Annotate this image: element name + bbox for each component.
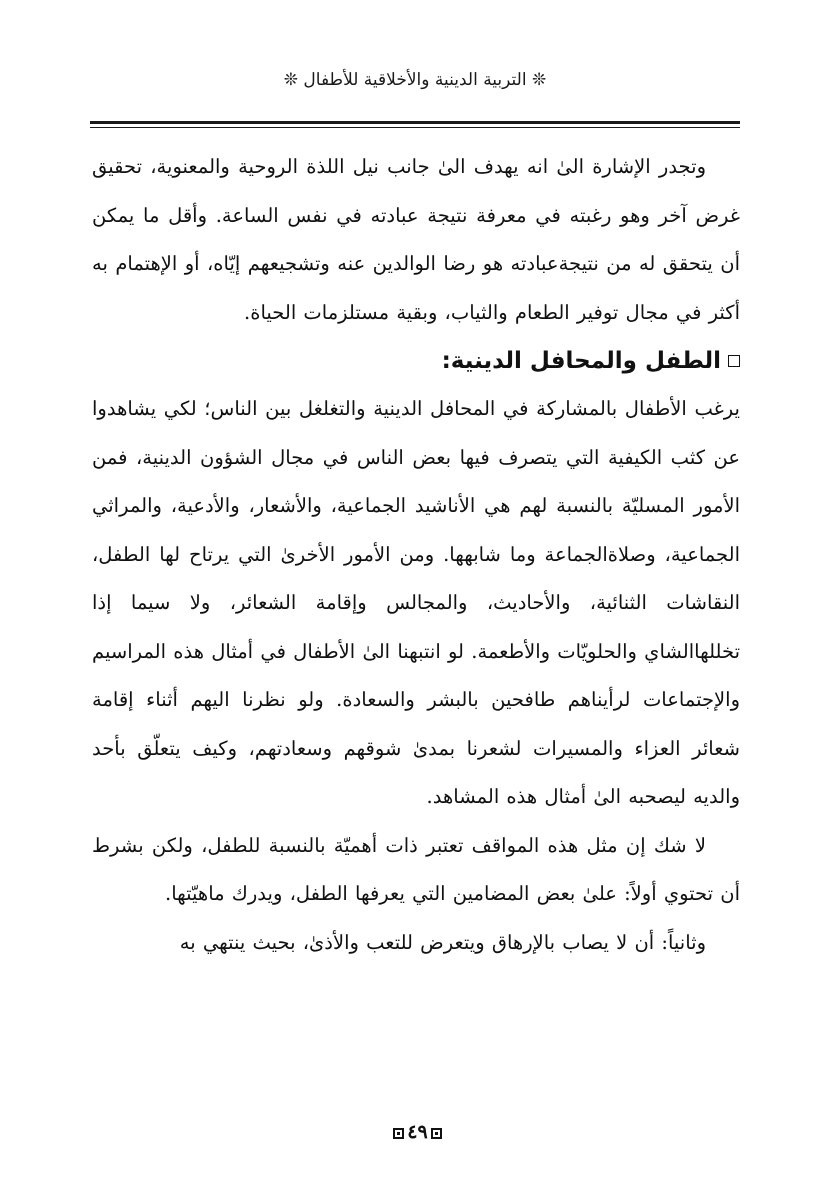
header-rule-thin <box>90 127 740 128</box>
section-heading-text: الطفل والمحافل الدينية: <box>441 348 721 374</box>
header-rule-thick <box>90 121 740 124</box>
paragraph: يرغب الأطفال بالمشاركة في المحافل الدينية والتغلغل بين الناس؛ لكي يشاهدوا عن كثب الكيفية التي يتصرف فيها بعض الناس في مجال الشؤون الدينية، فمن الأمور المسليّة بالنسبة لهم هي الأناشيد الجماعية، والأشعار، والأدعية، والمراثي الجماعية، وصلاةالجماعة وما شابهها. ومن الأمور الأخرىٰ التي يرتاح لها الطفل، النقاشات الثنائية، والأحاديث، والمجالس وإقامة الشعائر، ولا سيما إذا تخللهاالشاي والحلويّات والأطعمة. لو انتبهنا الىٰ الأطفال في أمثال هذه المراسيم والإجتماعات لرأيناهم طافحين بالبشر والسعادة. ولو نظرنا اليهم أثناء إقامة شعائر العزاء والمسيرات لشعرنا بمدىٰ شوقهم وسعادتهم، وكيف يتعلّق بأحد والديه ليصحبه الىٰ أمثال هذه المشاهد. <box>92 397 740 808</box>
folio-box-icon <box>393 1128 404 1139</box>
body-text <box>92 143 740 967</box>
page-number-text: ٤٩ <box>407 1121 428 1143</box>
running-title: ❊ التربية الدينية والأخلاقية للأطفال ❊ <box>283 70 547 90</box>
square-bullet-icon <box>728 355 740 367</box>
paragraph: وتجدر الإشارة الىٰ انه يهدف الىٰ جانب نيل اللذة الروحية والمعنوية، تحقيق غرض آخر وهو رغبته في معرفة نتيجة عبادته في نفس الساعة. وأقل ما يمكن أن يتحقق له من نتيجةعبادته هو رضا الوالدين عنه وتشجيعهم إيّاه، أو الإهتمام به أكثر في مجال توفير الطعام والثياب، وبقية مستلزمات الحياة. <box>92 155 740 324</box>
paragraph: وثانياً: أن لا يصاب بالإرهاق ويتعرض للتعب والأذىٰ، بحيث ينتهي به <box>179 930 706 954</box>
section-heading <box>92 337 740 385</box>
page-number <box>0 1120 835 1144</box>
folio-box-icon <box>431 1128 442 1139</box>
paragraph: لا شك إن مثل هذه المواقف تعتبر ذات أهميّة بالنسبة للطفل، ولكن بشرط أن تحتوي أولاً: علىٰ بعض المضامين التي يعرفها الطفل، ويدرك ماهيّتها. <box>92 833 740 905</box>
